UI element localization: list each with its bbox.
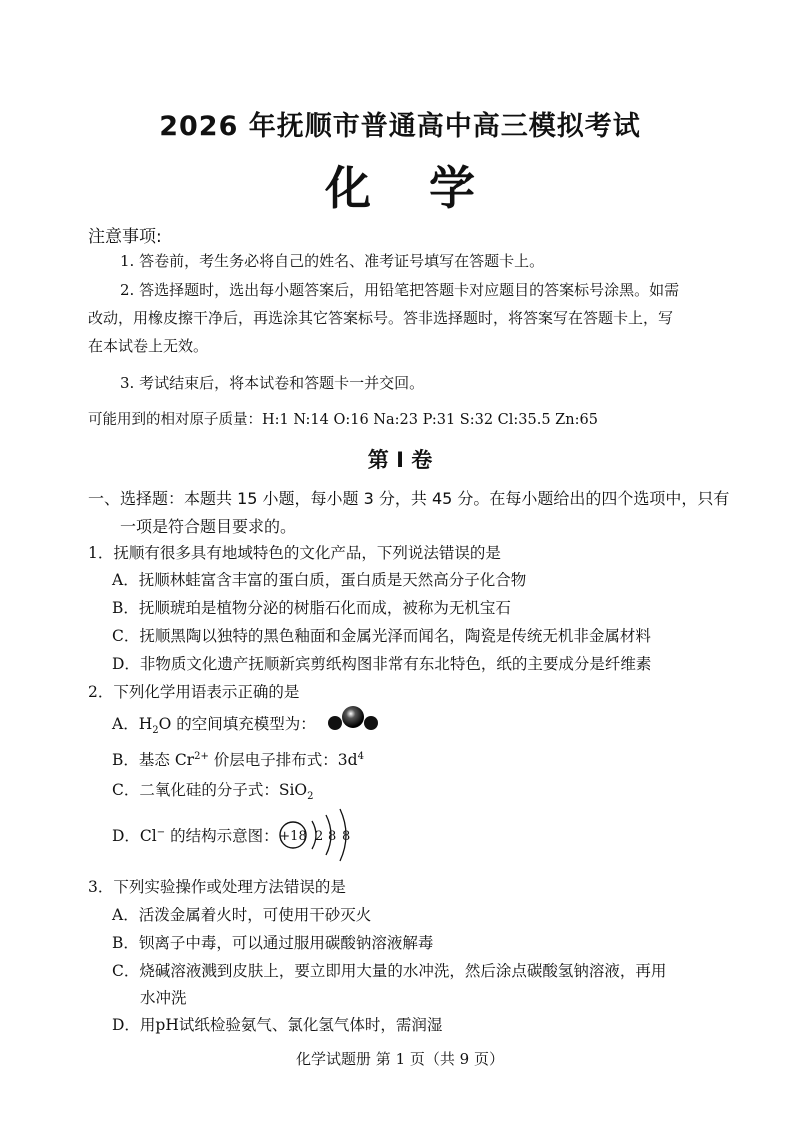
option-d-text: D．Cl xyxy=(112,827,157,845)
question-2-option-c xyxy=(112,778,314,802)
question-2-option-b xyxy=(112,748,364,770)
shell-1-electrons: 2 xyxy=(315,829,324,844)
section-title: 第 I 卷 xyxy=(367,448,433,472)
question-1-option-d: D．非物质文化遗产抚顺新宾剪纸构图非常有东北特色，纸的主要成分是纤维素 xyxy=(112,655,652,673)
atomic-masses: 可能用到的相对原子质量：H:1 N:14 O:16 Na:23 P:31 S:32 Cl:35.5 Zn:65 xyxy=(88,412,598,428)
question-3-stem: 3．下列实验操作或处理方法错误的是 xyxy=(88,878,346,896)
h2o-subscript: 2 xyxy=(152,725,159,737)
hydrogen-atom-right xyxy=(364,716,378,730)
notes-heading: 注意事项: xyxy=(88,227,162,247)
charge-superscript: 2+ xyxy=(194,750,209,762)
note-item-1: 1. 答卷前，考生务必将自己的姓名、准考证号填写在答题卡上。 xyxy=(120,252,545,270)
chloride-superscript: − xyxy=(156,826,166,838)
option-d-text-post: 的结构示意图： xyxy=(165,827,279,845)
exam-title: 2026 年抚顺市普通高中高三模拟考试 xyxy=(159,111,641,142)
section-instruction: 一、选择题：本题共 15 小题，每小题 3 分，共 45 分。在每小题给出的四个选项中，只有 xyxy=(88,489,730,508)
water-space-filling-model xyxy=(326,704,380,734)
option-a-text-post: O 的空间填充模型为： xyxy=(158,715,316,733)
page-footer: 化学试题册 第 1 页（共 9 页） xyxy=(296,1050,504,1068)
note-item-2: 2. 答选择题时，选出每小题答案后，用铅笔把答题卡对应题目的答案标号涂黑。如需 xyxy=(120,281,680,299)
question-3-option-c-cont: 水冲洗 xyxy=(140,989,187,1007)
question-1-option-a: A．抚顺林蛙富含丰富的蛋白质，蛋白质是天然高分子化合物 xyxy=(112,571,527,589)
shell-2-electrons: 8 xyxy=(328,829,337,844)
sio2-subscript: 2 xyxy=(307,791,314,803)
question-2-stem: 2．下列化学用语表示正确的是 xyxy=(88,683,300,701)
question-1-stem: 1．抚顺有很多具有地域特色的文化产品，下列说法错误的是 xyxy=(88,544,501,562)
section-instruction-cont: 一项是符合题目要求的。 xyxy=(120,517,297,536)
hydrogen-atom-left xyxy=(328,716,342,730)
oxygen-atom xyxy=(342,706,364,728)
question-1-option-b: B．抚顺琥珀是植物分泌的树脂石化而成，被称为无机宝石 xyxy=(112,599,511,617)
chloride-ion-structure-diagram xyxy=(276,806,366,864)
option-c-text: C．二氧化硅的分子式：SiO xyxy=(112,781,308,799)
subject-title: 化学 xyxy=(325,161,533,215)
note-item-3: 3. 考试结束后，将本试卷和答题卡一并交回。 xyxy=(120,374,425,392)
note-item-2-cont: 改动，用橡皮擦干净后，再选涂其它答案标号。答非选择题时，将答案写在答题卡上，写 xyxy=(88,309,674,327)
question-1-option-c: C．抚顺黑陶以独特的黑色釉面和金属光泽而闻名，陶瓷是传统无机非金属材料 xyxy=(112,627,651,645)
question-3-option-a: A．活泼金属着火时，可使用干砂灭火 xyxy=(112,906,372,924)
note-item-2-cont2: 在本试卷上无效。 xyxy=(88,337,209,355)
electron-count-superscript: 4 xyxy=(357,750,364,762)
question-2-option-a xyxy=(112,712,316,736)
option-b-text: B．基态 Cr xyxy=(112,751,195,769)
question-3-option-d: D．用pH试纸检验氨气、氯化氢气体时，需润湿 xyxy=(112,1016,443,1034)
question-3-option-c: C．烧碱溶液溅到皮肤上，要立即用大量的水冲洗，然后涂点碳酸氢钠溶液，再用 xyxy=(112,962,667,980)
shell-3-electrons: 8 xyxy=(342,829,351,844)
option-a-text: A．H xyxy=(112,715,153,733)
option-b-text-mid: 价层电子排布式：3d xyxy=(208,751,358,769)
question-2-option-d xyxy=(112,824,279,846)
nucleus-charge: +18 xyxy=(279,829,307,844)
question-3-option-b: B．钡离子中毒，可以通过服用碳酸钠溶液解毒 xyxy=(112,934,434,952)
